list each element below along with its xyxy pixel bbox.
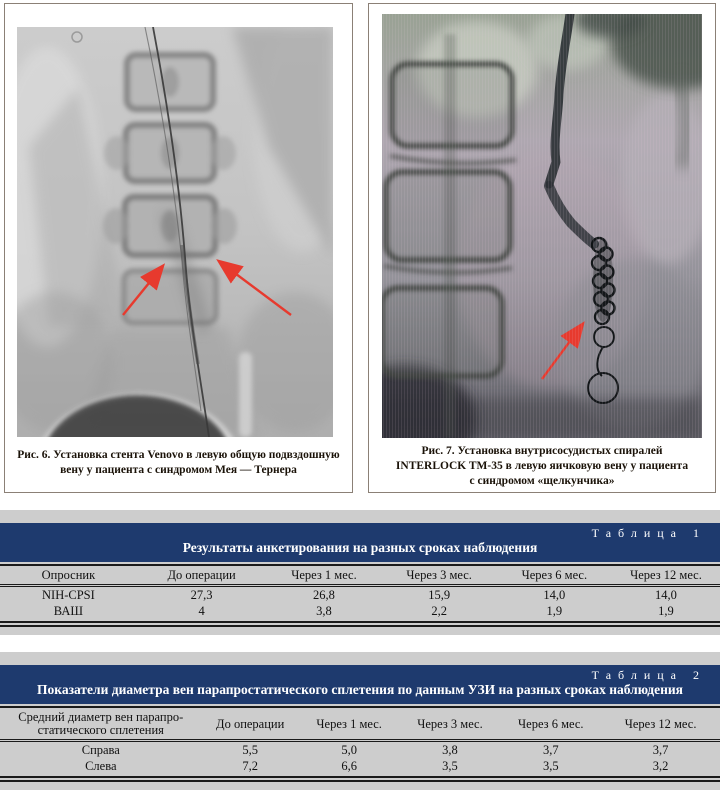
column-header-line: Средний диаметр вен парапро-	[18, 710, 184, 724]
table-cell: 3,8	[442, 743, 458, 757]
table-cell: 3,5	[400, 758, 501, 779]
figure-caption-fig7	[369, 444, 715, 489]
table-cell: 3,5	[500, 758, 601, 779]
table-1-label: Таблица 1	[591, 526, 706, 540]
table-cell: 3,8	[266, 603, 381, 624]
caption-line: с синдромом «щелкунчика»	[469, 475, 615, 487]
table-row	[0, 758, 720, 779]
column-header	[0, 707, 202, 741]
figure-panel-fig7	[368, 3, 716, 493]
table-cell: 5,5	[242, 743, 258, 757]
table-row	[0, 603, 720, 624]
column-header: Через 3 мес.	[382, 565, 497, 586]
table-cell: Слева	[0, 758, 202, 779]
xray-image-venovo-stent	[17, 27, 333, 437]
caption-line: Рис. 6. Установка стента Venovo в левую общую подвздошную	[17, 449, 340, 461]
column-header: Через 12 мес.	[612, 565, 720, 586]
column-header: Через 1 мес.	[299, 707, 400, 741]
table-1-block	[0, 510, 720, 635]
table-cell: ВАШ	[0, 603, 137, 624]
table-cell: 14,0	[655, 588, 677, 602]
table-cell: 3,2	[601, 758, 720, 779]
table-cell: 27,3	[190, 588, 213, 602]
caption-line: INTERLOCK TM-35 в левую яичковую вену у пациента	[395, 460, 689, 472]
column-header-line: статического сплетения	[37, 723, 164, 737]
table-cell: 4	[137, 603, 267, 624]
table-cell: NIH-CPSI	[42, 588, 95, 602]
table-cell: 1,9	[497, 603, 612, 624]
table-cell: 5,0	[341, 743, 357, 757]
table-header-row	[0, 565, 720, 586]
column-header: Через 6 мес.	[500, 707, 601, 741]
table-2-block	[0, 652, 720, 790]
table-row	[0, 741, 720, 759]
column-header: Через 6 мес.	[497, 565, 612, 586]
table-1-header-bar	[0, 523, 720, 562]
table-cell: 3,7	[542, 743, 559, 757]
table-cell: 7,2	[202, 758, 299, 779]
table-header-row	[0, 707, 720, 741]
column-header: Через 1 мес.	[266, 565, 381, 586]
column-header: Через 12 мес.	[601, 707, 720, 741]
table-row	[0, 586, 720, 604]
column-header: Опросник	[0, 565, 137, 586]
figure-panel-fig6	[4, 3, 353, 493]
table-cell: 2,2	[382, 603, 497, 624]
table-2-title: Показатели диаметра вен парапростатического сплетения по данным УЗИ на разных сроках наблюдения	[37, 682, 683, 697]
table-cell: 3,7	[652, 743, 669, 757]
monitor-scanlines	[382, 14, 702, 438]
xray-image-interlock-coils	[382, 14, 702, 438]
caption-line: Рис. 7. Установка внутрисосудистых спиралей	[421, 445, 663, 457]
table-cell: 14,0	[543, 588, 566, 602]
table-cell: Справа	[81, 743, 120, 757]
table-cell: 6,6	[299, 758, 400, 779]
caption-line: вену у пациента с синдромом Мея — Тернера	[60, 464, 297, 476]
column-header: Через 3 мес.	[400, 707, 501, 741]
table-2-header-bar	[0, 665, 720, 704]
column-header: До операции	[137, 565, 267, 586]
table-2-label: Таблица 2	[591, 668, 706, 682]
table-1-title: Результаты анкетирования на разных сроках наблюдения	[182, 540, 538, 555]
column-header: До операции	[202, 707, 299, 741]
table-cell: 26,8	[313, 588, 335, 602]
figure-caption-fig6	[5, 448, 352, 478]
table-2	[0, 706, 720, 782]
table-cell: 1,9	[612, 603, 720, 624]
table-1	[0, 564, 720, 627]
table-cell: 15,9	[428, 588, 451, 602]
